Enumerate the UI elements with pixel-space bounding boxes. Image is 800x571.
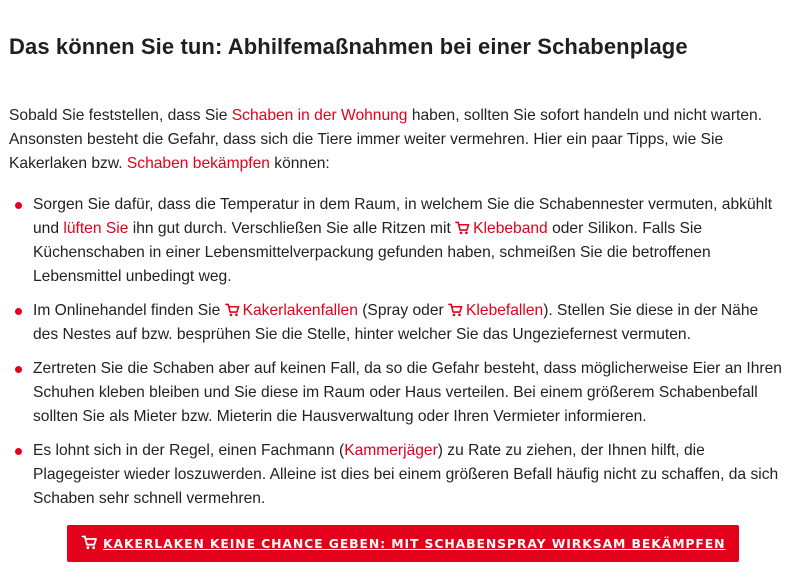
bullet-icon: [15, 308, 22, 315]
intro-paragraph: [9, 104, 784, 176]
tip-text: Es lohnt sich in der Regel, einen Fachmann (: [33, 442, 345, 459]
shopping-cart-icon: [225, 303, 240, 317]
section-heading: Das können Sie tun: Abhilfemaßnahmen bei einer Schabenplage: [9, 34, 688, 59]
tip-text: ). Stellen Sie diese in der Nähe des Nestes auf bzw. besprühen Sie die Stelle, hinter welcher Sie das Ungeziefernest vermuten.: [33, 302, 759, 343]
bullet-icon: [15, 366, 22, 373]
link-lueften[interactable]: lüften Sie: [63, 220, 129, 237]
link-schaben-in-der-wohnung[interactable]: Schaben in der Wohnung: [231, 107, 408, 124]
list-item: [9, 439, 784, 511]
intro-text: Sobald Sie feststellen, dass Sie: [9, 107, 232, 124]
cta-row: [9, 525, 784, 562]
tip-text: (Spray oder: [357, 302, 449, 319]
tip-text: Im Onlinehandel finden Sie: [33, 302, 225, 319]
link-kakerlakenfallen[interactable]: [225, 302, 358, 319]
shopping-cart-icon: [455, 221, 470, 235]
intro-text: haben, sollten Sie sofort handeln und nicht warten. Ansonsten besteht die Gefahr, dass sich die Tiere immer weiter vermehren. Hier ein paar Tipps, wie Sie Kakerlaken bzw.: [9, 107, 763, 172]
list-item: [9, 193, 784, 289]
tips-list: [9, 193, 784, 511]
tip-text: ihn gut durch. Verschließen Sie alle Ritzen mit: [128, 220, 456, 237]
link-label: Klebefallen: [466, 302, 544, 319]
link-klebefallen[interactable]: [448, 302, 543, 319]
bullet-icon: [15, 202, 22, 209]
tip-text: ) zu Rate zu ziehen, der Ihnen hilft, die Plagegeister wieder loszuwerden. Alleine ist dies bei einem größeren Befall häufig nicht zu schaffen, da sich Schaben sehr schnell vermehren.: [33, 442, 779, 507]
link-schaben-bekaempfen[interactable]: Schaben bekämpfen: [126, 155, 270, 172]
schabenspray-cta-button[interactable]: [67, 525, 739, 562]
shopping-cart-icon: [81, 535, 98, 550]
link-klebeband[interactable]: [455, 220, 548, 237]
bullet-icon: [15, 448, 22, 455]
tip-text: oder Silikon. Falls Sie Küchenschaben in einer Lebensmittelverpackung gefunden haben, schmeißen Sie die betroffenen Lebensmittel unbedingt weg.: [33, 220, 711, 285]
link-label: Kakerlakenfallen: [242, 302, 358, 319]
tip-text: Zertreten Sie die Schaben aber auf keinen Fall, da so die Gefahr besteht, dass möglicherweise Eier an Ihren Schuhen kleben bleiben und Sie diese im Raum oder Haus verteilen. Bei einem größerem Schabenbefall sollten Sie als Mieter bzw. Mieterin die Hausverwaltung oder Ihren Vermieter informieren.: [33, 360, 782, 425]
list-item: [9, 299, 784, 347]
link-label: Klebeband: [473, 220, 548, 237]
intro-text: können:: [269, 155, 330, 172]
link-kammerjaeger[interactable]: Kammerjäger: [344, 442, 438, 459]
shopping-cart-icon: [448, 303, 463, 317]
cta-label: KAKERLAKEN KEINE CHANCE GEBEN: MIT SCHABENSPRAY WIRKSAM BEKÄMPFEN: [103, 536, 726, 551]
tip-text: Sorgen Sie dafür, dass die Temperatur in dem Raum, in welchem Sie die Schabennester vermuten, abkühlt und: [33, 196, 773, 237]
list-item: [9, 357, 784, 429]
